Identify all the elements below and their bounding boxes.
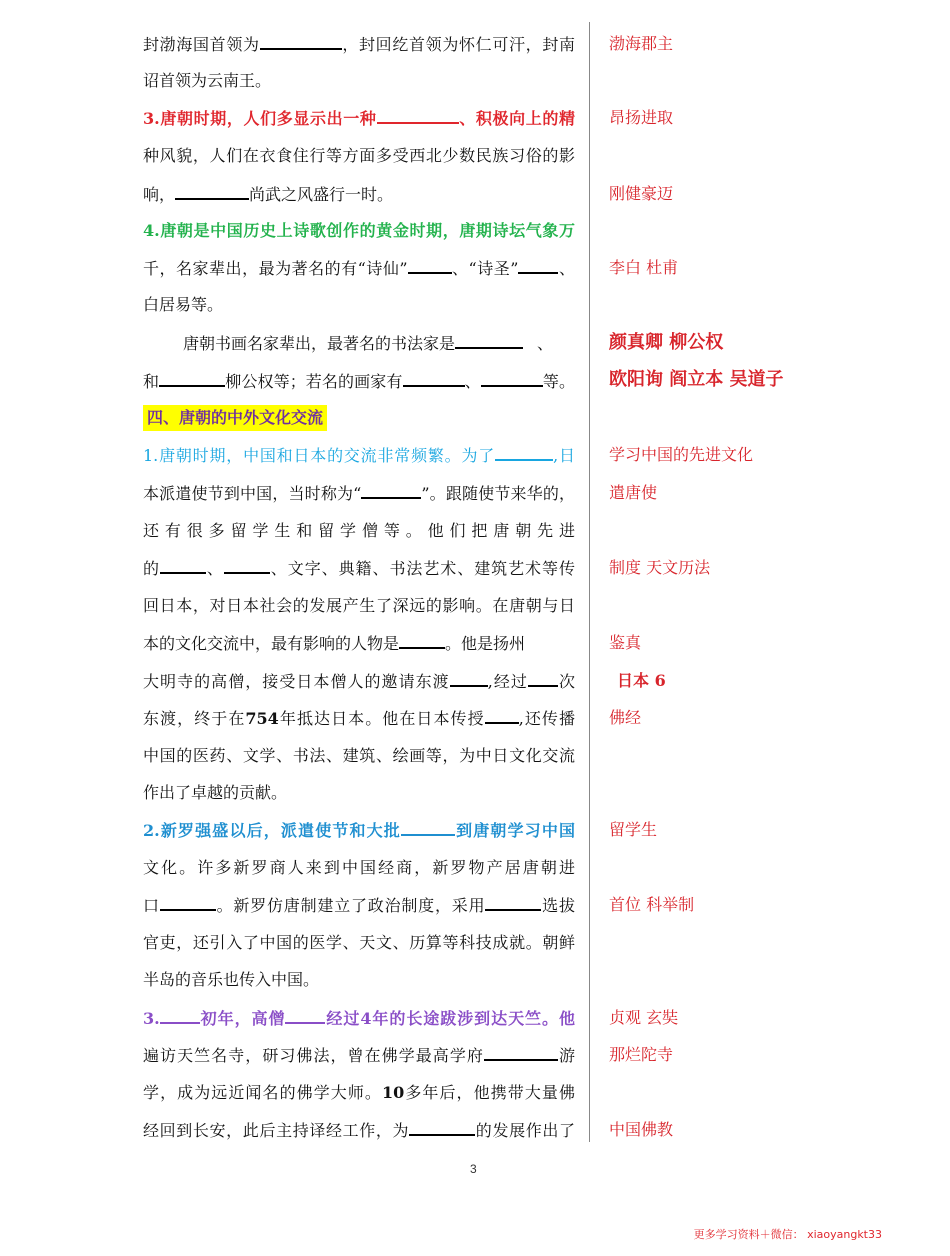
text-segment: 回日本，对日本社会的发展产生了深远的影响。在唐朝与日 [143, 596, 575, 615]
fill-blank [485, 895, 541, 911]
answer-text: 贞观 玄奘 [609, 1008, 679, 1027]
text-line [143, 783, 575, 803]
text-line [143, 184, 575, 205]
text-segment: 、 [558, 259, 575, 278]
text-segment: ,还传播 [518, 709, 575, 728]
fill-blank [485, 708, 519, 724]
fill-blank [285, 1008, 325, 1024]
text-segment: 经回到长安，此后主持译经工作，为 [143, 1121, 410, 1140]
text-segment: 。新罗仿唐制建立了政治制度，采用 [215, 896, 486, 915]
text-segment: 年的长途跋涉到达天竺。他 [371, 1009, 575, 1028]
text-segment: 等。 [542, 372, 575, 391]
text-segment: 白居易等。 [143, 295, 224, 314]
answer-text: 鉴真 [609, 633, 642, 652]
fill-blank [159, 371, 225, 387]
text-segment: 选拔 [541, 896, 575, 915]
answer-text: 学习中国的先进文化 [609, 445, 754, 464]
text-line [143, 671, 575, 692]
text-segment: 官吏，还引入了中国的医学、天文、历算等科技成就。朝鲜 [143, 933, 575, 952]
text-line [143, 858, 575, 878]
fill-blank [481, 371, 543, 387]
text-segment: 学，成为远近闻名的佛学大师。 [143, 1083, 382, 1102]
text-line [143, 483, 575, 504]
text-segment: 次 [557, 672, 575, 691]
text-line [143, 895, 575, 916]
text-segment: 多年后，他携带大量佛 [404, 1083, 575, 1102]
text-segment: 大明寺的高僧，接受日本僧人的邀请东渡 [143, 672, 450, 691]
text-line [143, 746, 575, 766]
text-segment: 、 [537, 334, 554, 353]
fill-blank [401, 820, 455, 836]
answer-column-divider [589, 22, 590, 1142]
text-segment: 东渡，终于在 [143, 709, 246, 728]
fill-blank [409, 1120, 475, 1136]
text-segment: 、文字、典籍、书法艺术、建筑艺术等传 [269, 559, 575, 578]
section-heading: 四、唐朝的中外文化交流 [143, 405, 327, 431]
number-text: 10 [382, 1083, 405, 1102]
text-segment: ,经过 [487, 672, 528, 691]
fill-blank [450, 671, 488, 687]
text-segment: 到唐朝学习中国 [454, 821, 575, 840]
text-segment: ”。跟随使节来华的， [421, 484, 575, 503]
text-segment: 的发展作出了 [475, 1121, 575, 1140]
text-segment: 种风貌，人们在衣食住行等方面多受西北少数民族习俗的影 [143, 146, 575, 165]
text-segment: 和 [143, 372, 160, 391]
text-segment: 响， [143, 185, 176, 204]
text-segment: 本派遣使节到中国，当时称为“ [143, 484, 362, 503]
fill-blank [160, 1008, 200, 1024]
text-segment: 口 [143, 896, 160, 915]
text-segment: 千，名家辈出，最为著名的有“诗仙” [143, 259, 408, 278]
answer-text: 佛经 [609, 708, 642, 727]
text-segment: 1.唐朝时期，中国和日本的交流非常频繁。为了 [143, 446, 496, 465]
question-1-line [143, 445, 575, 466]
text-line [143, 521, 575, 541]
answer-text: 刚健豪迈 [609, 184, 674, 203]
text-segment: 、 [464, 372, 481, 391]
question-3-line [143, 108, 575, 129]
text-segment: 半岛的音乐也传入中国。 [143, 970, 320, 989]
text-line [143, 295, 575, 315]
text-line [143, 708, 575, 729]
text-segment: 本的文化交流中，最有影响的人物是 [143, 634, 400, 653]
text-segment: 初年，高僧 [199, 1009, 286, 1028]
fill-blank [175, 184, 249, 200]
text-line [143, 333, 575, 354]
text-segment: 、“诗圣” [451, 259, 519, 278]
answer-text: 昂扬进取 [609, 108, 674, 127]
number-text: 754 [245, 709, 279, 728]
answer-text: 渤海郡主 [609, 34, 674, 53]
text-segment: 唐朝书画名家辈出，最著名的书法家是 [183, 334, 456, 353]
fill-blank [403, 371, 465, 387]
text-line [143, 596, 575, 616]
answer-text: 首位 科举制 [609, 895, 695, 914]
question-4-line [143, 221, 575, 241]
text-segment: 的 [143, 559, 160, 578]
page-number: 3 [470, 1162, 477, 1176]
text-segment: 游 [557, 1046, 575, 1065]
fill-blank [260, 34, 342, 50]
fill-blank [399, 633, 445, 649]
text-line [143, 146, 575, 166]
answer-text: 欧阳询 阎立本 吴道子 [609, 369, 784, 390]
text-line [143, 371, 575, 392]
fill-blank [408, 258, 452, 274]
answer-text: 遣唐使 [609, 483, 658, 502]
fill-blank [377, 108, 459, 124]
text-segment: 中国的医药、文学、书法、建筑、绘画等，为中日文化交流 [143, 746, 575, 765]
text-line [143, 633, 575, 654]
question-2-line [143, 820, 575, 841]
text-line [143, 933, 575, 953]
text-segment: 柳公权等；若名的画家有 [225, 372, 403, 391]
text-line [143, 970, 575, 990]
text-line [143, 34, 575, 55]
text-line [143, 1083, 575, 1103]
text-segment: 作出了卓越的贡献。 [143, 783, 288, 802]
text-segment: 3. [143, 1009, 160, 1028]
fill-blank [528, 671, 558, 687]
fill-blank [160, 558, 206, 574]
fill-blank [160, 895, 216, 911]
fill-blank [484, 1045, 558, 1061]
number-text: 4 [360, 1009, 372, 1028]
footer-watermark: 更多学习资料＋微信： xiaoyangkt33 [693, 1228, 882, 1241]
fill-blank [518, 258, 558, 274]
text-line [143, 558, 575, 579]
text-segment: 诏首领为云南王。 [143, 71, 272, 90]
fill-blank [224, 558, 270, 574]
text-segment: 。他是扬州 [445, 634, 526, 653]
fill-blank [455, 333, 523, 349]
answer-text: 那烂陀寺 [609, 1045, 674, 1064]
text-segment: ，封回纥首领为怀仁可汗，封南 [341, 35, 575, 54]
text-segment: 文化。许多新罗商人来到中国经商，新罗物产居唐朝进 [143, 858, 575, 877]
question-3b-line [143, 1008, 575, 1029]
answer-text: 制度 天文历法 [609, 558, 711, 577]
answer-text: 日本 6 [617, 671, 666, 690]
text-segment: 年抵达日本。他在日本传授 [278, 709, 485, 728]
text-segment: 4.唐朝是中国历史上诗歌创作的黄金时期，唐期诗坛气象万 [143, 221, 575, 240]
text-segment: 3.唐朝时期，人们多显示出一种 [143, 109, 377, 128]
fill-blank [495, 445, 553, 461]
text-segment: 尚武之风盛行一时。 [249, 185, 394, 204]
text-segment: 封渤海国首领为 [143, 35, 260, 54]
answer-text: 颜真卿 柳公权 [609, 332, 724, 353]
text-segment: 还有很多留学生和留学僧等。他们把唐朝先进 [143, 521, 575, 540]
text-line [143, 71, 575, 91]
text-segment: 2.新罗强盛以后，派遣使节和大批 [143, 821, 401, 840]
text-line [143, 1120, 575, 1141]
text-segment: 经过 [325, 1009, 361, 1028]
text-segment: 、积极向上的精 [458, 109, 575, 128]
answer-text: 留学生 [609, 820, 658, 839]
answer-text: 李白 杜甫 [609, 258, 679, 277]
text-segment: 、 [205, 559, 224, 578]
text-line [143, 1045, 575, 1066]
answer-text: 中国佛教 [609, 1120, 674, 1139]
text-segment: 遍访天竺名寺，研习佛法，曾在佛学最高学府 [143, 1046, 484, 1065]
text-line [143, 258, 575, 279]
fill-blank [361, 483, 421, 499]
text-segment: ,日 [553, 446, 575, 465]
